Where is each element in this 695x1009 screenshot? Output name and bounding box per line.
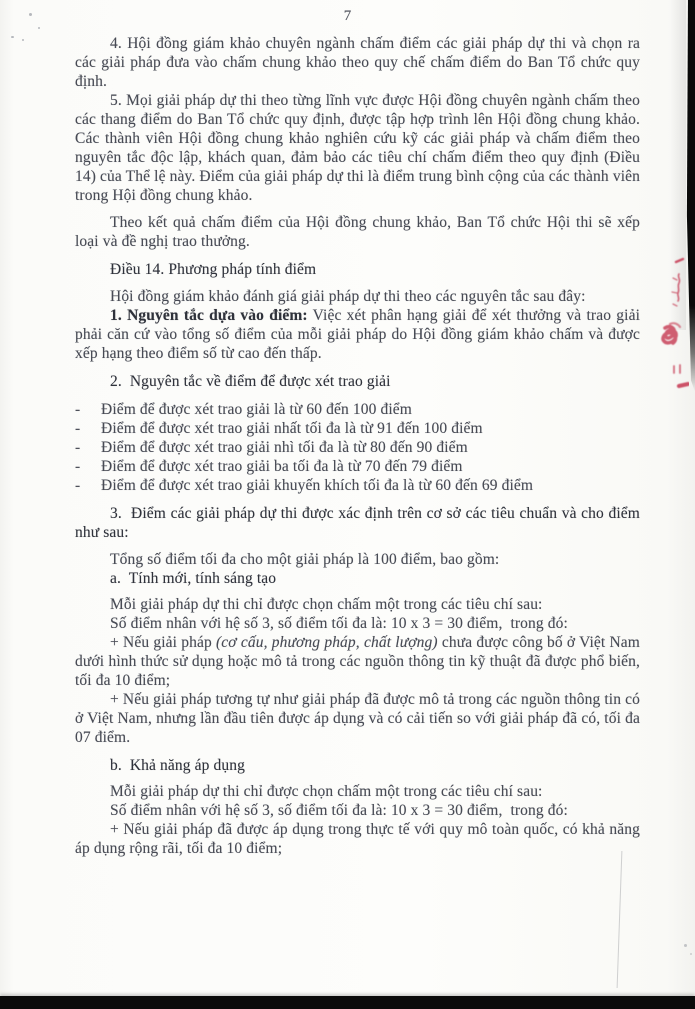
bullet-item xyxy=(75,438,640,457)
paper-speck xyxy=(22,39,24,41)
paragraph-principle-1 xyxy=(75,306,640,363)
paragraph-select-one-a: Mỗi giải pháp dự thi chỉ được chọn chấm một trong các tiêu chí sau: xyxy=(110,596,543,613)
heading-criterion-b: b. Khả năng áp dụng xyxy=(110,757,245,774)
bullet-text: Điểm để được xét trao giải khuyến khích tối đa là từ 60 đến 69 điểm xyxy=(101,477,534,494)
paper-speck xyxy=(38,27,40,29)
bullet-list xyxy=(75,400,640,495)
bullet-text: Điểm để được xét trao giải nhì tối đa là từ 80 đến 90 điểm xyxy=(101,439,468,456)
paragraph-multiplier-b: Số điểm nhân với hệ số 3, số điểm tối đa là: 10 x 3 = 30 điểm, trong đó: xyxy=(110,802,568,819)
paragraph-clause-5: 5. Mọi giải pháp dự thi theo từng lĩnh vực được Hội đồng chuyên ngành chấm theo các thang điểm do Ban Tổ chức quy định, được tập hợp trình lên Hội đồng chung khảo. Các thành viên Hội đồng chung khảo nghiên cứu kỹ các giải pháp và chấm điểm theo nguyên tắc độc lập, khách quan, đảm bảo các tiêu chí chấm điểm theo quy định (Điều 14) của Thể lệ này. Điểm của giải pháp dự thi là điểm trung bình cộng của các thành viên trong Hội đồng chung khảo. xyxy=(75,92,640,204)
bullet-item xyxy=(75,476,640,495)
paper-speck xyxy=(690,953,692,955)
bullet-dash: - xyxy=(75,420,81,437)
heading-principle-2: 2. Nguyên tắc về điểm để được xét trao giải xyxy=(110,373,391,390)
page-number: 7 xyxy=(343,8,352,24)
bullet-text: Điểm để được xét trao giải là từ 60 đến 100 điểm xyxy=(101,401,412,418)
bullet-dash: - xyxy=(75,401,81,418)
paragraph-select-one-b: Mỗi giải pháp dự thi chỉ được chọn chấm một trong các tiêu chí sau: xyxy=(110,783,543,800)
paper-crease-line xyxy=(617,851,623,988)
scan-bottom-bar xyxy=(0,996,695,1009)
principle-1-lead: 1. Nguyên tắc dựa vào điểm: xyxy=(110,307,308,324)
bullet-text: Điểm để được xét trao giải nhất tối đa là từ 91 đến 100 điểm xyxy=(101,420,483,437)
document-body xyxy=(75,34,640,858)
paragraph-case-similar: + Nếu giải pháp tương tự như giải pháp đã được mô tả trong các nguồn thông tin có ở Việt Nam, nhưng lần đầu tiên được áp dụng và có cải tiến so với giải pháp đã có, tối đa 07 điểm. xyxy=(75,691,640,746)
case-new-italic: (cơ cấu, phương pháp, chất lượng) xyxy=(216,634,438,651)
principle-1-text: Việc xét phân hạng giải để xét thưởng và trao giải phải căn cứ vào tổng số điểm của mỗi giải pháp do Hội đồng giám khảo chấm và được xếp hạng theo điểm số từ cao đến thấp. xyxy=(75,307,640,362)
bullet-dash: - xyxy=(75,458,81,475)
bullet-dash: - xyxy=(75,439,81,456)
paragraph-judging-intro: Hội đồng giám khảo đánh giá giải pháp dự thi theo các nguyên tắc sau đây: xyxy=(110,288,586,305)
paragraph-case-applied: + Nếu giải pháp đã được áp dụng trong thực tế với quy mô toàn quốc, có khả năng áp dụng rộng rãi, tối đa 10 điểm; xyxy=(75,821,640,857)
paper-speck xyxy=(684,944,687,947)
heading-article-14: Điều 14. Phương pháp tính điểm xyxy=(110,261,317,278)
bullet-dash: - xyxy=(75,477,81,494)
bullet-item xyxy=(75,400,640,419)
case-new-post: chưa được công bố ở Việt Nam dưới hình thức sử dụng hoặc mô tả trong các nguồn thông tin kỹ thuật đã được phổ biến, tối đa 10 điểm; xyxy=(75,634,640,689)
paragraph-case-new xyxy=(75,633,640,690)
paragraph-total-points: Tổng số điểm tối đa cho một giải pháp là 100 điểm, bao gồm: xyxy=(110,551,500,568)
bullet-text: Điểm để được xét trao giải ba tối đa là từ 70 đến 79 điểm xyxy=(101,458,463,475)
paper-speck xyxy=(11,36,14,38)
paragraph-multiplier-a: Số điểm nhân với hệ số 3, số điểm tối đa là: 10 x 3 = 30 điểm, trong đó: xyxy=(110,615,568,632)
paragraph-ranking-note: Theo kết quả chấm điểm của Hội đồng chung khảo, Ban Tổ chức Hội thi sẽ xếp loại và đề nghị trao thưởng. xyxy=(75,214,640,250)
heading-criterion-a: a. Tính mới, tính sáng tạo xyxy=(110,570,277,587)
paragraph-clause-4: 4. Hội đồng giám khảo chuyên ngành chấm điểm các giải pháp dự thi và chọn ra các giải pháp đưa vào chấm chung khảo theo quy chế chấm điểm do Ban Tổ chức quy định. xyxy=(75,35,640,90)
bullet-item xyxy=(75,419,640,438)
paper-speck xyxy=(29,13,32,16)
heading-principle-3: 3. Điểm các giải pháp dự thi được xác định trên cơ sở các tiêu chuẩn và cho điểm như sau: xyxy=(75,505,640,541)
bullet-item xyxy=(75,457,640,476)
red-ink-marks-icon xyxy=(653,248,689,396)
case-new-pre: + Nếu giải pháp xyxy=(110,634,216,651)
